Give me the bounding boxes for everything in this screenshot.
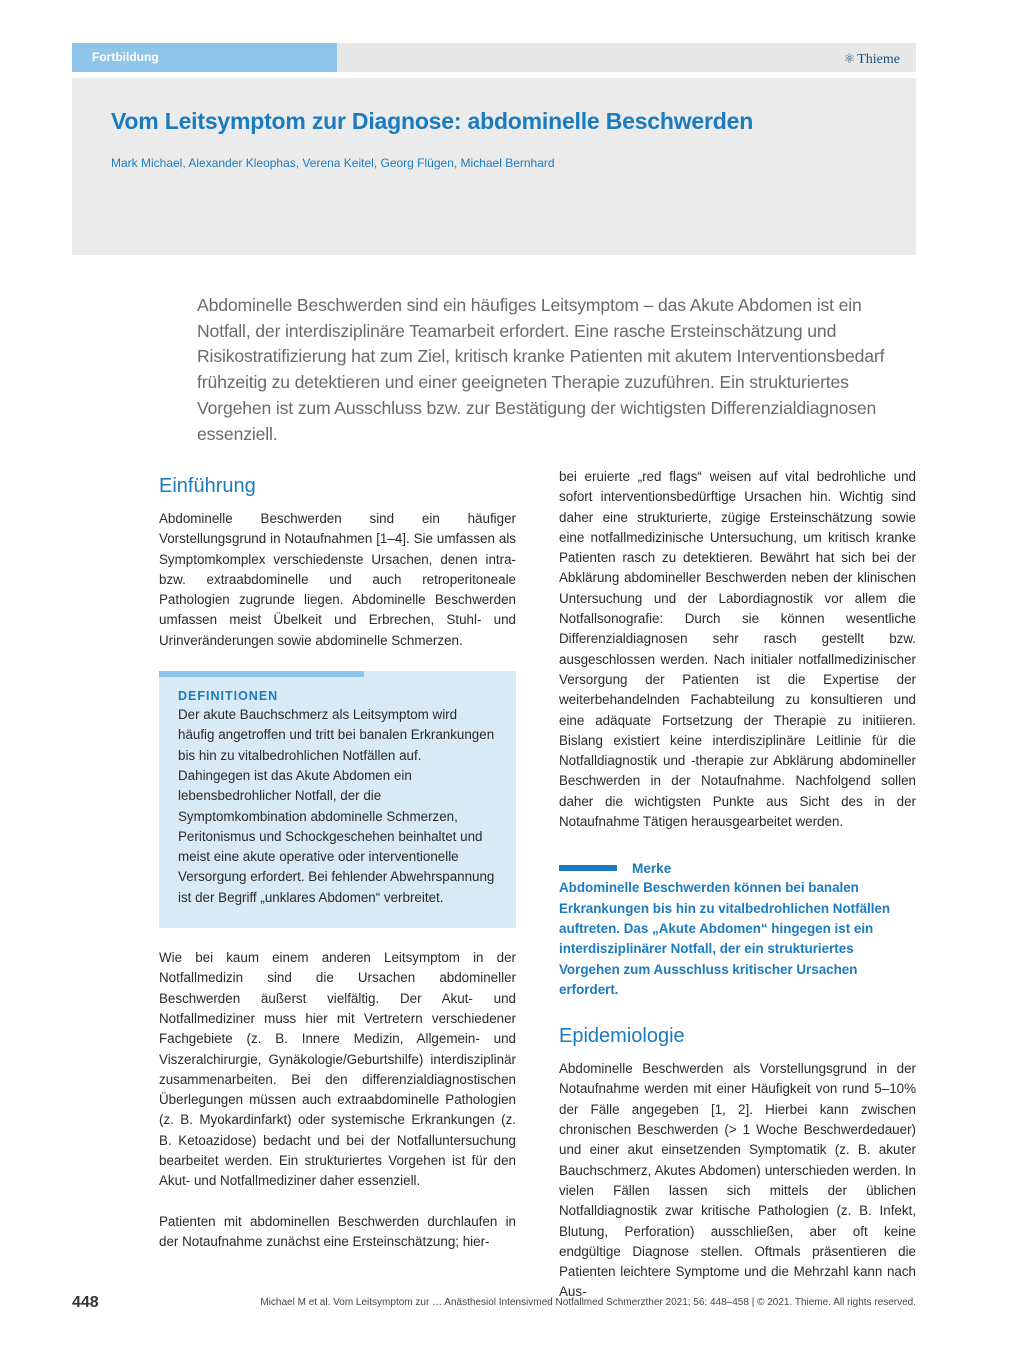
- author-list: Mark Michael, Alexander Kleophas, Verena Keitel, Georg Flügen, Michael Bernhard: [111, 156, 555, 170]
- section-heading-epidemiology: Epidemiologie: [559, 1025, 685, 1048]
- merke-title: Merke: [632, 860, 672, 876]
- publisher-logo: [844, 43, 900, 72]
- body-paragraph: Patienten mit abdominellen Beschwerden durchlaufen in der Notaufnahme zunächst eine Ersteinschätzung; hier-: [159, 1213, 516, 1249]
- merke-text: Abdominelle Beschwerden können bei banalen Erkrankungen bis hin zu vitalbedrohlichen Notfällen auftreten. Das „Akute Abdomen“ hingegen ist ein interdisziplinärer Notfall, der ein strukturiertes Vorgehen zum Ausschluss kritischer Ursachen erfordert.: [559, 880, 891, 997]
- section-heading-introduction: Einführung: [159, 475, 256, 497]
- definition-accent-bar: [159, 671, 364, 677]
- right-column: [559, 467, 916, 1303]
- publisher-name: Thieme: [857, 52, 900, 67]
- merke-box: [559, 858, 916, 1000]
- epidemiology-paragraph: Abdominelle Beschwerden als Vorstellungsgrund in der Notaufnahme werden mit einer Häufigkeit von rund 5–10% der Fälle angegeben [1, 2]. Hierbei kann zwischen chronischen Beschwerden (> 1 Woche Beschwerdedauer) und einer akut einsetzenden Symptomatik (z. B. akuter Bauchschmerz, Akutes Abdomen) unterschieden werden. In vielen Fällen lassen sich mittels der üblichen Notfalldiagnostik zwar kritische Pathologien (z. B. Infekt, Blutung, Perforation) ausschließen, aber oft keine endgültige Diagnose stellen. Oftmals präsentieren die Patienten leichtere Symptome und die Mehrzahl kann nach Aus-: [559, 1061, 916, 1300]
- page-number: 448: [72, 1294, 99, 1311]
- introduction-paragraph: Abdominelle Beschwerden sind ein häufiger Vorstellungsgrund in Notaufnahmen [1–4]. Sie umfassen als Symptomkomplex verschiedenste Ursachen, denen intra- bzw. extraabdominelle und auch retroperitoneale Pathologien zugrunde liegen. Abdominelle Beschwerden umfassen meist Übelkeit und Erbrechen, Stuhl- und Urinveränderungen sowie abdominelle Schmerzen.: [159, 511, 516, 648]
- definition-title: DEFINITIONEN: [178, 689, 279, 704]
- merke-accent-bar: [559, 865, 617, 871]
- definition-box: [159, 671, 516, 928]
- body-paragraph: bei eruierte „red flags“ weisen auf vital bedrohliche und sofort interventionsbedürftige Ursachen hin. Wichtig sind daher eine strukturierte, zügige Ersteinschätzung sowie eine notfallmedizinische Untersuchung, um kritisch kranke Patienten rasch zu detektieren. Bewährt hat sich bei der Abklärung abdomineller Beschwerden neben der klinischen Untersuchung und der Labordiagnostik vor allem die Notfallsonografie: Durch sie können wesentliche Differenzialdiagnosen sehr rasch gestellt bzw. ausgeschlossen werden. Nach initialer notfallmedizinischer Versorgung der Patienten ist die Expertise der weiterbehandelnden Fachabteilung zu konsultieren und eine adäquate Fortsetzung der Therapie zu initiieren. Bislang existiert keine interdisziplinäre Leitlinie für die Notfalldiagnostik und -therapie zur Abklärung abdomineller Beschwerden in der Notaufnahme. Nachfolgend sollen daher die wichtigsten Punkte aus Sicht des in der Notaufnahme Tätigen herausgearbeitet werden.: [559, 469, 916, 830]
- left-column: [159, 472, 516, 1252]
- thieme-logo-icon: ⚛: [843, 51, 856, 66]
- section-label: Fortbildung: [72, 43, 337, 72]
- body-paragraph: Wie bei kaum einem anderen Leitsymptom in der Notfallmedizin sind die Ursachen abdomineller Beschwerden äußerst vielfältig. Der Akut- und Notfallmediziner muss hier mit Vertretern verschiedener Fachgebiete (z. B. Innere Medizin, Allgemein- und Viszeralchirurgie, Gynäkologie/Geburtshilfe) interdisziplinär zusammenarbeiten. Bei den differenzialdiagnostischen Überlegungen müssen auch extraabdominelle Pathologien (z. B. Myokardinfarkt) oder systemische Erkrankungen (z. B. Ketoazidose) bedacht und bei der Notfalluntersuchung bearbeitet werden. Ein strukturiertes Vorgehen ist für den Akut- und Notfallmediziner daher essenziell.: [159, 950, 516, 1189]
- article-title: Vom Leitsymptom zur Diagnose: abdominelle Beschwerden: [111, 108, 754, 134]
- definition-text: Der akute Bauchschmerz als Leitsymptom wird häufig angetroffen und tritt bei banalen Erkrankungen bis hin zu vitalbedrohlichen Notfällen auf. Dahingegen ist das Akute Abdomen ein lebensbedrohlicher Notfall, der die Symptomkombination abdominelle Schmerzen, Peritonismus und Schockgeschehen beinhaltet und meist eine akute operative oder interventionelle Versorgung erfordert. Bei fehlender Abwehrspannung ist der Begriff „unklares Abdomen“ verbreitet.: [178, 707, 495, 905]
- abstract: Abdominelle Beschwerden sind ein häufiges Leitsymptom – das Akute Abdomen ist ein Notfall, der interdisziplinäre Teamarbeit erfordert. Eine rasche Ersteinschätzung und Risikostratifizierung hat zum Ziel, kritisch kranke Patienten mit akutem Interventionsbedarf frühzeitig zu detektieren und einer geeigneten Therapie zuzuführen. Ein strukturiertes Vorgehen ist zum Ausschluss bzw. zur Bestätigung der wichtigsten Differenzialdiagnosen essenziell.: [197, 295, 885, 444]
- footer-citation: Michael M et al. Vom Leitsymptom zur … Anästhesiol Intensivmed Notfallmed Schmerzther 2021; 56: 448–458 | © 2021. Thieme. All rights reserved.: [260, 1297, 916, 1308]
